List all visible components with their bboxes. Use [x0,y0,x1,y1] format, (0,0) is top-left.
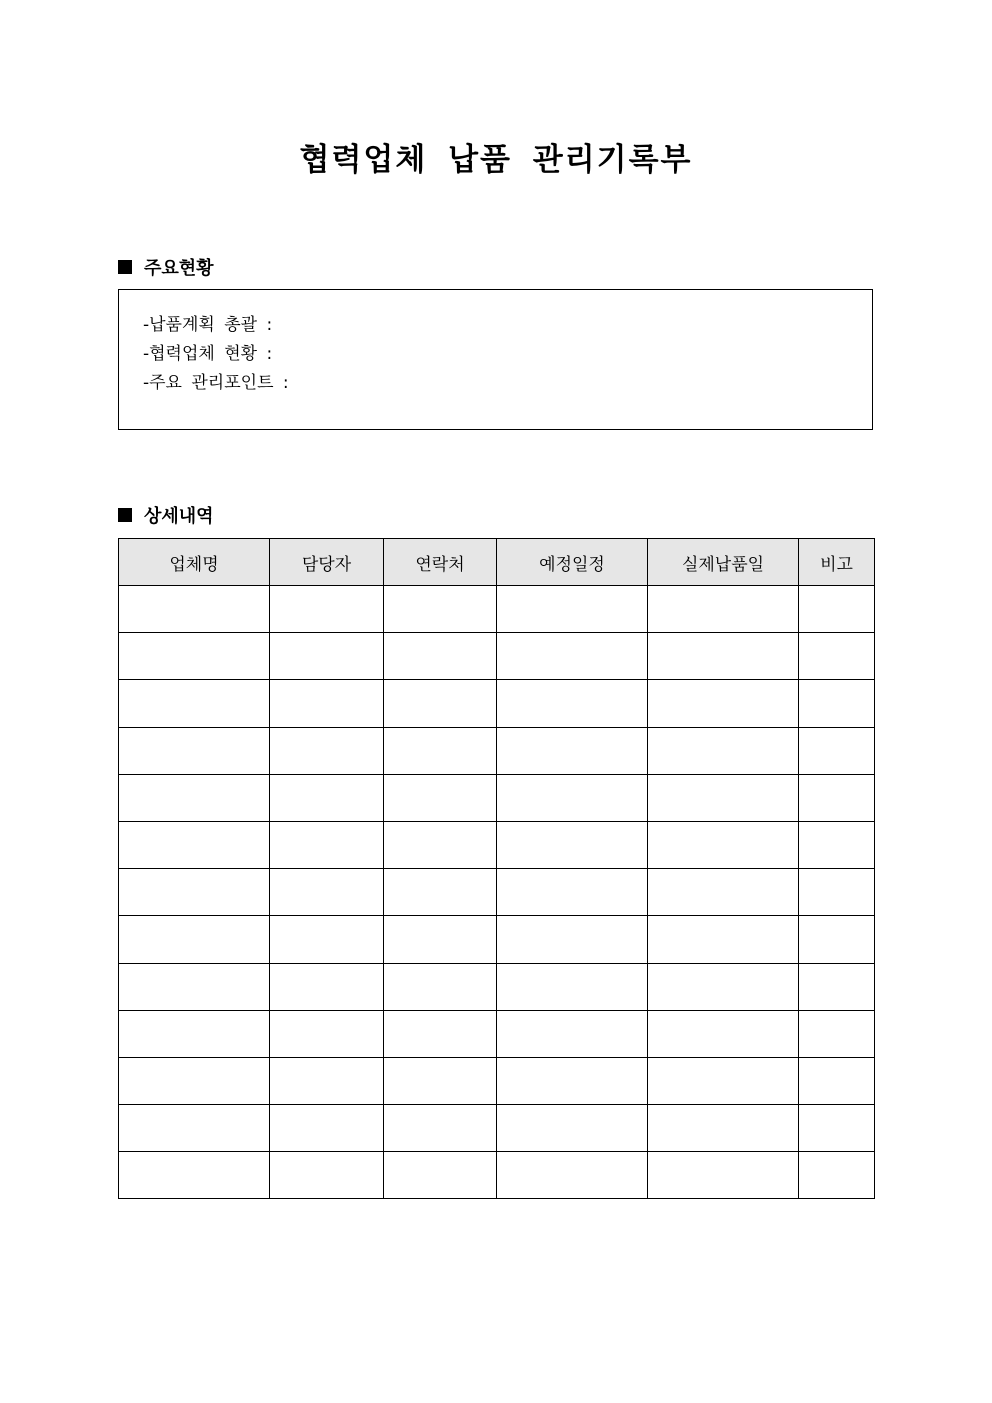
square-bullet-icon [118,508,132,522]
table-row [119,633,875,680]
column-header-scheduled-date: 예정일정 [497,539,648,586]
cell-manager[interactable] [270,1010,384,1057]
cell-scheduled-date[interactable] [497,869,648,916]
cell-manager[interactable] [270,1152,384,1199]
cell-contact[interactable] [384,869,497,916]
cell-scheduled-date[interactable] [497,963,648,1010]
cell-remarks[interactable] [799,963,875,1010]
cell-remarks[interactable] [799,869,875,916]
cell-actual-date[interactable] [648,916,799,963]
cell-manager[interactable] [270,1105,384,1152]
table-row [119,1152,875,1199]
cell-scheduled-date[interactable] [497,1105,648,1152]
cell-actual-date[interactable] [648,774,799,821]
cell-contact[interactable] [384,1105,497,1152]
table-row [119,1057,875,1104]
table-row [119,727,875,774]
table-row [119,1010,875,1057]
summary-line-vendors: -협력업체 현황 : [143,344,273,364]
cell-manager[interactable] [270,1057,384,1104]
square-bullet-icon [118,260,132,274]
column-header-contact: 연락처 [384,539,497,586]
cell-actual-date[interactable] [648,586,799,633]
cell-contact[interactable] [384,1152,497,1199]
cell-actual-date[interactable] [648,1057,799,1104]
cell-actual-date[interactable] [648,1010,799,1057]
cell-actual-date[interactable] [648,1152,799,1199]
cell-remarks[interactable] [799,1057,875,1104]
cell-manager[interactable] [270,727,384,774]
cell-remarks[interactable] [799,727,875,774]
column-header-actual-date: 실제납품일 [648,539,799,586]
cell-contact[interactable] [384,633,497,680]
table-row [119,680,875,727]
cell-vendor[interactable] [119,1057,270,1104]
summary-line-plan: -납품계획 총괄 : [143,315,273,335]
cell-manager[interactable] [270,821,384,868]
cell-contact[interactable] [384,1010,497,1057]
table-row [119,1105,875,1152]
cell-vendor[interactable] [119,680,270,727]
cell-vendor[interactable] [119,633,270,680]
cell-manager[interactable] [270,774,384,821]
cell-scheduled-date[interactable] [497,586,648,633]
cell-manager[interactable] [270,633,384,680]
cell-vendor[interactable] [119,1152,270,1199]
cell-scheduled-date[interactable] [497,916,648,963]
cell-vendor[interactable] [119,821,270,868]
table-row [119,963,875,1010]
cell-scheduled-date[interactable] [497,1152,648,1199]
cell-remarks[interactable] [799,680,875,727]
cell-remarks[interactable] [799,774,875,821]
cell-vendor[interactable] [119,727,270,774]
cell-remarks[interactable] [799,586,875,633]
cell-contact[interactable] [384,727,497,774]
cell-manager[interactable] [270,869,384,916]
cell-manager[interactable] [270,586,384,633]
column-header-vendor: 업체명 [119,539,270,586]
document-title: 협력업체 납품 관리기록부 [299,142,693,178]
cell-vendor[interactable] [119,869,270,916]
table-row [119,869,875,916]
cell-contact[interactable] [384,774,497,821]
table-row [119,774,875,821]
cell-vendor[interactable] [119,774,270,821]
cell-actual-date[interactable] [648,869,799,916]
table-header-row [119,539,875,586]
cell-remarks[interactable] [799,1152,875,1199]
cell-remarks[interactable] [799,633,875,680]
cell-contact[interactable] [384,963,497,1010]
cell-scheduled-date[interactable] [497,727,648,774]
table-row [119,916,875,963]
cell-scheduled-date[interactable] [497,1057,648,1104]
cell-manager[interactable] [270,963,384,1010]
cell-actual-date[interactable] [648,633,799,680]
summary-line-points: -주요 관리포인트 : [143,373,289,393]
cell-scheduled-date[interactable] [497,633,648,680]
summary-box [118,289,873,430]
table-row [119,586,875,633]
cell-vendor[interactable] [119,963,270,1010]
detail-section-heading [118,502,214,528]
detail-heading-label: 상세내역 [144,506,214,527]
cell-vendor[interactable] [119,586,270,633]
cell-actual-date[interactable] [648,821,799,868]
column-header-remarks: 비고 [799,539,875,586]
cell-scheduled-date[interactable] [497,774,648,821]
cell-remarks[interactable] [799,1105,875,1152]
cell-actual-date[interactable] [648,680,799,727]
column-header-manager: 담당자 [270,539,384,586]
cell-remarks[interactable] [799,1010,875,1057]
detail-table [118,538,875,1199]
cell-contact[interactable] [384,821,497,868]
cell-vendor[interactable] [119,1105,270,1152]
cell-scheduled-date[interactable] [497,1010,648,1057]
summary-heading-label: 주요현황 [144,258,214,279]
cell-contact[interactable] [384,586,497,633]
cell-contact[interactable] [384,680,497,727]
cell-scheduled-date[interactable] [497,821,648,868]
cell-manager[interactable] [270,916,384,963]
cell-contact[interactable] [384,916,497,963]
table-body [119,586,875,1199]
cell-vendor[interactable] [119,1010,270,1057]
cell-remarks[interactable] [799,821,875,868]
cell-vendor[interactable] [119,916,270,963]
cell-remarks[interactable] [799,916,875,963]
table-row [119,821,875,868]
cell-contact[interactable] [384,1057,497,1104]
cell-scheduled-date[interactable] [497,680,648,727]
summary-section-heading [118,254,214,280]
cell-manager[interactable] [270,680,384,727]
cell-actual-date[interactable] [648,1105,799,1152]
cell-actual-date[interactable] [648,963,799,1010]
cell-actual-date[interactable] [648,727,799,774]
